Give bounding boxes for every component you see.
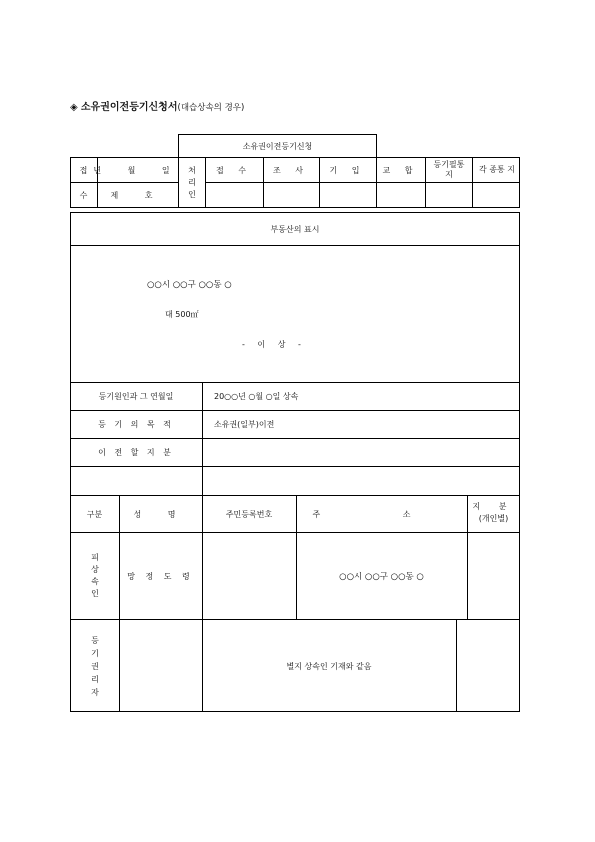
title-sub: (대습상속의 경우) <box>177 103 245 113</box>
property-end: - 이 상 - <box>242 340 306 349</box>
reception-left-bottom: 수 <box>79 190 88 200</box>
document-title <box>70 98 244 113</box>
purpose-label: 등 기 의 목 적 <box>98 420 174 429</box>
purpose-value: 소유권(일부)이전 <box>214 420 275 429</box>
decedent-label: 피상속인 <box>91 553 99 598</box>
col-inspect: 조 사 <box>273 165 309 175</box>
decedent-name: 망 정 도 령 <box>127 571 194 581</box>
diamond-bullet-icon: ◈ <box>70 102 78 113</box>
header-resident-number: 주민등록번호 <box>225 509 273 519</box>
header-division: 구분 <box>86 509 103 519</box>
cause-value: 20○○년 ○월 ○일 상속 <box>214 392 299 401</box>
decedent-id <box>202 533 296 619</box>
processor-label: 처리인 <box>188 165 196 199</box>
date-label: 년 월 일 <box>93 165 182 175</box>
col-entry: 기 입 <box>329 165 366 175</box>
property-area: 대 500㎡ <box>165 310 199 319</box>
col-various-notice: 각 종통 지 <box>479 165 515 174</box>
share-label: 이 전 할 지 분 <box>98 448 174 457</box>
col-receipt: 접 수 <box>216 165 252 175</box>
holder-label: 등기권리자 <box>91 635 99 697</box>
title-main: 소유권이전등기신청서 <box>80 102 178 113</box>
property-address: ○○시 ○○구 ○○동 ○ <box>147 280 232 290</box>
header-share-sub: (개인별) <box>478 514 509 523</box>
holder-note: 별지 상속인 기재와 같음 <box>286 661 372 671</box>
header-share: 지 분 <box>472 502 515 511</box>
reception-header: 소유권이전등기신청 <box>178 134 377 158</box>
decedent-address: ○○시 ○○구 ○○동 ○ <box>339 572 424 582</box>
header-address: 주 소 <box>312 509 451 519</box>
cause-label: 등기원인과 그 연월일 <box>98 392 174 401</box>
col-registered-notice: 등기필통 지 <box>433 160 465 179</box>
header-name: 성 명 <box>133 509 188 519</box>
reception-left-top: 접 <box>79 165 88 175</box>
decedent-share <box>467 533 520 619</box>
col-verify: 교 합 <box>382 165 419 175</box>
property-header: 부동산의 표시 <box>270 224 320 234</box>
number-label: 제 호 <box>110 190 165 200</box>
